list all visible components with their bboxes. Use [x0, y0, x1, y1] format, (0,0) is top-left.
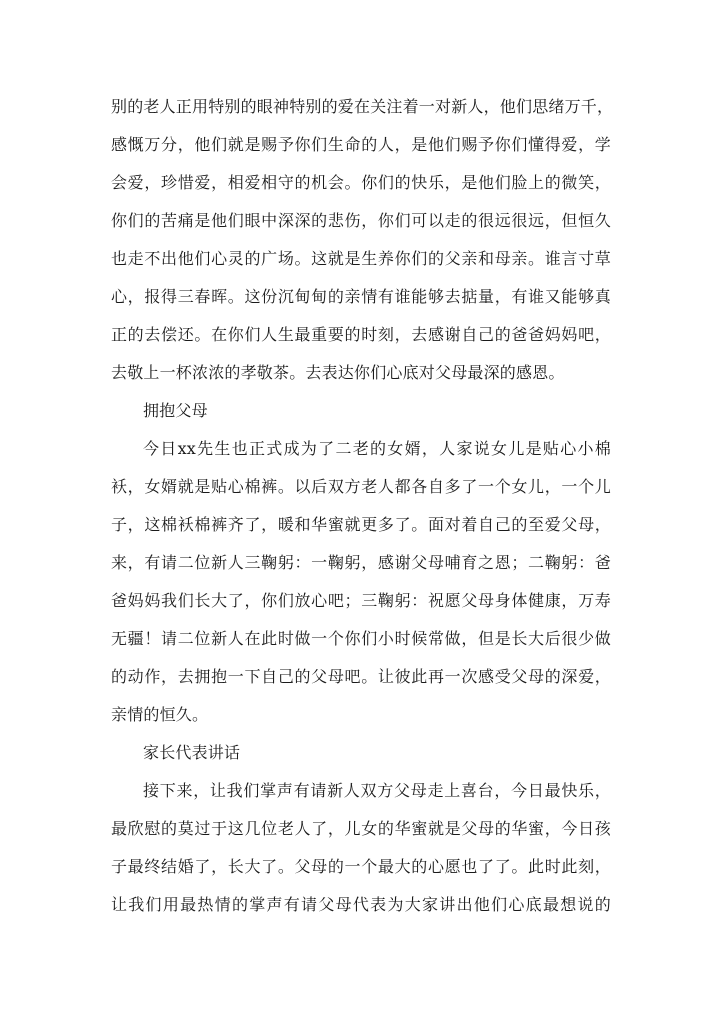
paragraph-1-line-5: 也走不出他们心灵的广场。这就是生养你们的父亲和母亲。谁言寸草 — [111, 249, 611, 268]
paragraph-1-line-1: 别的老人正用特别的眼神特别的爱在关注着一对新人，他们思绪万千， — [111, 97, 614, 116]
paragraph-2-line-6: 无疆！请二位新人在此时做一个你们小时候常做，但是长大后很少做 — [111, 629, 611, 648]
paragraph-1-line-7: 正的去偿还。在你们人生最重要的时刻，去感谢自己的爸爸妈妈吧， — [111, 325, 611, 344]
paragraph-1-line-3: 会爱，珍惜爱，相爱相守的机会。你们的快乐，是他们脸上的微笑， — [111, 173, 611, 192]
paragraph-1-line-8: 去敬上一杯浓浓的孝敬茶。去表达你们心底对父母最深的感恩。 — [111, 363, 565, 382]
paragraph-2-line-2: 袄，女婿就是贴心棉裤。以后双方老人都各自多了一个女儿，一个儿 — [111, 477, 611, 496]
paragraph-3-line-2: 最欣慰的莫过于这几位老人了，儿女的华蜜就是父母的华蜜，今日孩 — [111, 819, 611, 838]
paragraph-2-line-3: 子，这棉袄棉裤齐了，暖和华蜜就更多了。面对着自己的至爱父母， — [111, 515, 611, 534]
paragraph-1-line-2: 感慨万分，他们就是赐予你们生命的人，是他们赐予你们懂得爱，学 — [111, 135, 611, 154]
paragraph-2-line-4: 来，有请二位新人三鞠躬：一鞠躬，感谢父母哺育之恩；二鞠躬：爸 — [111, 553, 611, 572]
section-heading-embrace-parents: 拥抱父母 — [143, 401, 208, 420]
paragraph-3-line-1: 接下来，让我们掌声有请新人双方父母走上喜台，今日最快乐， — [143, 781, 611, 800]
paragraph-1-line-6: 心，报得三春晖。这份沉甸甸的亲情有谁能够去掂量，有谁又能够真 — [111, 287, 611, 306]
paragraph-2-line-1: 今日xx先生也正式成为了二老的女婿，人家说女儿是贴心小棉 — [143, 439, 611, 458]
paragraph-2-line-8: 亲情的恒久。 — [111, 705, 209, 724]
paragraph-1-line-4: 你们的苦痛是他们眼中深深的悲伤，你们可以走的很远很远，但恒久 — [111, 211, 611, 230]
section-heading-parent-speech: 家长代表讲话 — [143, 743, 241, 762]
paragraph-3-line-3: 子最终结婚了，长大了。父母的一个最大的心愿也了了。此时此刻， — [111, 857, 611, 876]
paragraph-2-line-5: 爸妈妈我们长大了，你们放心吧；三鞠躬：祝愿父母身体健康，万寿 — [111, 591, 611, 610]
paragraph-2-line-7: 的动作，去拥抱一下自己的父母吧。让彼此再一次感受父母的深爱， — [111, 667, 611, 686]
paragraph-3-line-4: 让我们用最热情的掌声有请父母代表为大家讲出他们心底最想说的 — [111, 895, 611, 914]
